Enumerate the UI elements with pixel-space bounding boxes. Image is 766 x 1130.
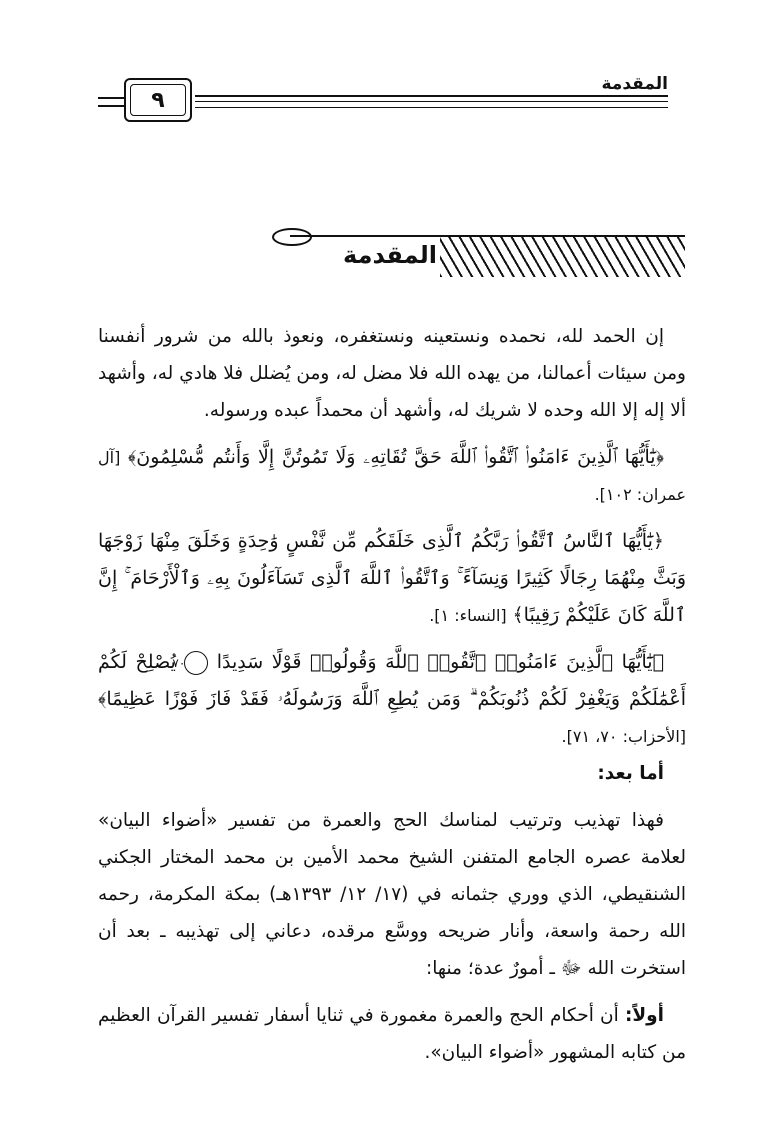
quran-verse: ﴿يَٰٓأَيُّهَا ٱلنَّاسُ ٱتَّقُوا۟ رَبَّكُمُ ٱلَّذِى خَلَقَكُم مِّن نَّفْسٍ وَٰحِدَةٍ وَخَلَقَ مِنْهَا زَوْجَهَا وَبَثَّ مِنْهُمَا رِجَالًا كَثِيرًا وَنِسَآءً ۚ وَٱتَّقُوا۟ ٱللَّهَ ٱلَّذِى تَسَآءَلُونَ بِهِۦ وَٱلْأَرْحَامَ ۚ إِنَّ ٱللَّهَ كَانَ عَلَيْكُمْ رَقِيبًا﴾ bbox=[98, 530, 686, 626]
introduction-paragraph: فهذا تهذيب وترتيب لمناسك الحج والعمرة من تفسير «أضواء البيان» لعلامة عصره الجامع المتفنن الشيخ محمد الأمين بن محمد المختار الجكني الشنقيطي، الذي ووري جثمانه في (١٧/ ١٢/ ١٣٩٣هـ) بمكة المكرمة، رحمه الله رحمة واسعة، وأنار ضريحه ووسَّع مرقده، دعاني إلى تهذيبه ـ بعد أن استخرت الله ﷻ ـ أمورٌ عدة؛ منها: bbox=[98, 810, 686, 979]
opening-paragraph: إن الحمد لله، نحمده ونستعينه ونستغفره، ونعوذ بالله من شرور أنفسنا ومن سيئات أعمالنا، من يهده الله فلا مضل له، ومن يُضلل فلا هادي له، وأشهد ألا إله إلا الله وحده لا شريك له، وأشهد أن محمداً عبده ورسوله. bbox=[98, 326, 686, 421]
verse-reference: [آل عمران: ١٠٢]. bbox=[98, 448, 686, 504]
verse-reference: [النساء: ١]. bbox=[429, 606, 507, 625]
header-rule-left-bottom bbox=[98, 105, 124, 107]
verse-number-marker: ٧٠ bbox=[184, 651, 208, 675]
first-point-text: أن أحكام الحج والعمرة مغمورة في ثنايا أسفار تفسير القرآن العظيم من كتابه المشهور «أضواء البيان». bbox=[98, 1005, 686, 1063]
header-rule-left-top bbox=[98, 97, 124, 99]
chapter-title: المقدمة bbox=[343, 241, 437, 269]
page-number-frame bbox=[124, 78, 192, 122]
verse-block-2 bbox=[98, 523, 686, 634]
verse-block-3 bbox=[98, 644, 686, 755]
first-point bbox=[98, 997, 686, 1071]
quran-verse: يُصْلِحْ لَكُمْ أَعْمَٰلَكُمْ وَيَغْفِرْ لَكُمْ ذُنُوبَكُمْ ۗ وَمَن يُطِعِ ٱللَّهَ وَرَسُولَهُۥ فَقَدْ فَازَ فَوْزًا عَظِيمًا﴾ bbox=[98, 651, 686, 710]
page-header bbox=[0, 70, 766, 130]
chapter-heading bbox=[0, 215, 766, 295]
heading-ornament-curl bbox=[272, 228, 312, 246]
header-rule bbox=[195, 107, 668, 108]
page-number: ٩ bbox=[130, 84, 186, 116]
running-title: المقدمة bbox=[601, 74, 668, 94]
verse-block-1 bbox=[98, 439, 686, 513]
quran-verse: ﴿يَٰٓأَيُّهَا ٱلَّذِينَ ءَامَنُوا۟ ٱتَّقُوا۟ ٱللَّهَ وَقُولُوا۟ قَوْلًا سَدِيدًا bbox=[216, 651, 664, 673]
header-rule bbox=[195, 101, 668, 102]
verse-reference: [الأحزاب: ٧٠، ٧١]. bbox=[561, 727, 686, 746]
header-rule bbox=[195, 95, 668, 97]
heading-ornament-hatch bbox=[440, 237, 685, 277]
first-point-label: أولاً: bbox=[624, 1005, 664, 1026]
page-body bbox=[98, 318, 686, 1071]
quran-verse: ﴿يَٰٓأَيُّهَا ٱلَّذِينَ ءَامَنُوا۟ ٱتَّقُوا۟ ٱللَّهَ حَقَّ تُقَاتِهِۦ وَلَا تَمُوتُنَّ إِلَّا وَأَنتُم مُّسْلِمُونَ﴾ bbox=[127, 446, 664, 468]
amma-baad-heading: أما بعد: bbox=[597, 763, 664, 784]
